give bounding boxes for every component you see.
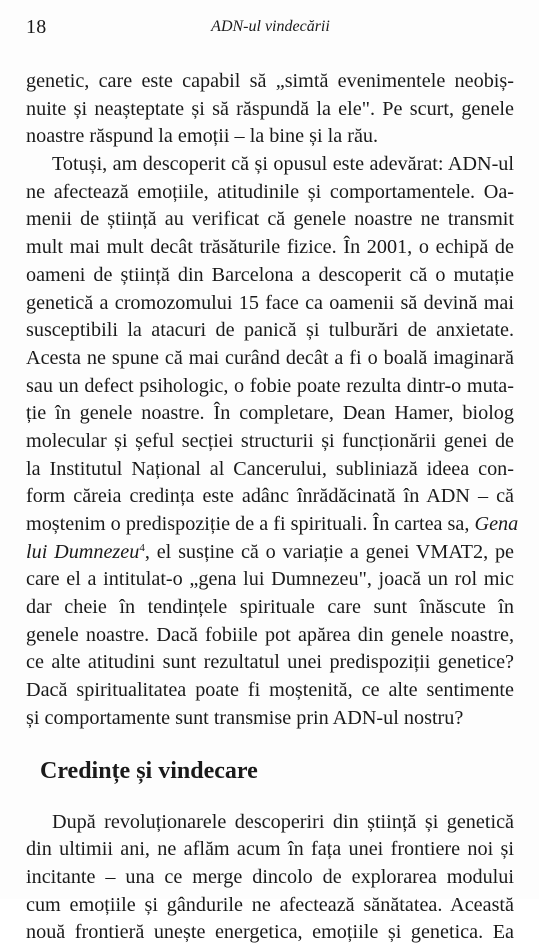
- footnote-marker: 4: [139, 541, 145, 554]
- text-line: Totuși, am descoperit că și opusul este adevărat: ADN-ul: [52, 153, 514, 176]
- section-heading: Credințe și vindecare: [40, 757, 258, 784]
- text-fragment: moștenim o predispoziție de a fi spirituali. În cartea sa,: [26, 513, 475, 535]
- text-fragment: , el susține că o variație a genei VMAT2, pe: [144, 540, 515, 563]
- text-line: cum emoțiile și gândurile ne afectează sănătatea. Această: [26, 893, 514, 916]
- text-line: form căreia credința este adânc înrădăcinată în ADN – că: [26, 485, 514, 508]
- page-header: [26, 12, 515, 42]
- text-line: la Institutul Național al Cancerului, subliniază ideea con-: [26, 457, 514, 480]
- text-line: genetică a cromozomului 15 face ca oamenii să devină mai: [26, 291, 514, 314]
- text-line: Acesta ne spune că mai curând decât a fi o boală imaginară: [26, 346, 514, 369]
- book-title-italic: lui Dumnezeu: [26, 540, 140, 563]
- text-line: ce alte atitudini sunt rezultatul unei predispoziții genetice?: [26, 651, 514, 674]
- text-line: sau un defect psihologic, o fobie poate rezulta dintr-o muta-: [26, 374, 514, 397]
- text-line: care el a intitulat-o „gena lui Dumnezeu", joacă un rol mic: [26, 568, 514, 591]
- text-line: susceptibili la atacuri de panică și tulburări de anxietate.: [26, 319, 514, 342]
- text-line: ne afectează emoțiile, atitudinile și comportamentele. Oa-: [26, 180, 514, 203]
- text-line: incitante – una ce merge dincolo de explorarea modului: [26, 865, 514, 888]
- text-line: noastre răspund la emoții – la bine și la rău.: [26, 125, 379, 148]
- text-line: dar cheie în tendințele spirituale care sunt înăscute în: [26, 596, 514, 619]
- text-line: [26, 539, 514, 567]
- text-line: nuite și neașteptate și să răspundă la ele". Pe scurt, genele: [26, 97, 514, 120]
- text-line: molecular și șeful secției structurii și funcționării genei de: [26, 429, 514, 452]
- spacer: [26, 733, 514, 757]
- running-title: ADN-ul vindecării: [211, 18, 330, 35]
- spacer: [26, 785, 514, 809]
- text-line: ție în genele noastre. În completare, Dean Hamer, biolog: [26, 402, 514, 425]
- book-title-italic: Gena: [474, 513, 519, 535]
- text-line: genele noastre. Dacă fobiile pot apărea din genele noastre,: [26, 623, 514, 646]
- paragraph-3: [26, 809, 514, 947]
- text-line: nouă frontieră unește energetica, emoțiile și genetica. Ea: [26, 921, 514, 944]
- text-line: și comportamente sunt transmise prin ADN-ul nostru?: [26, 706, 464, 729]
- text-line: mult mai mult decât trăsăturile fizice. În 2001, o echipă de: [26, 236, 514, 259]
- paragraph-1: [26, 68, 514, 151]
- text-line: După revoluționarele descoperiri din știință și genetică: [52, 810, 514, 833]
- text-line: [26, 511, 519, 539]
- paragraph-2: [26, 151, 519, 732]
- text-line: oameni de știință din Barcelona a descoperit că o mutație: [26, 263, 514, 286]
- text-line: menii de știință au verificat că genele noastre ne transmit: [26, 208, 514, 231]
- text-line: Dacă spiritualitatea poate fi moștenită, ce alte sentimente: [26, 679, 514, 702]
- page-number: 18: [26, 16, 47, 38]
- text-line: genetic, care este capabil să „simtă evenimentele neobiș-: [26, 70, 514, 92]
- page-body: [26, 68, 519, 947]
- text-line: din ultimii ani, ne aflăm acum în fața unei frontiere noi și: [26, 838, 514, 861]
